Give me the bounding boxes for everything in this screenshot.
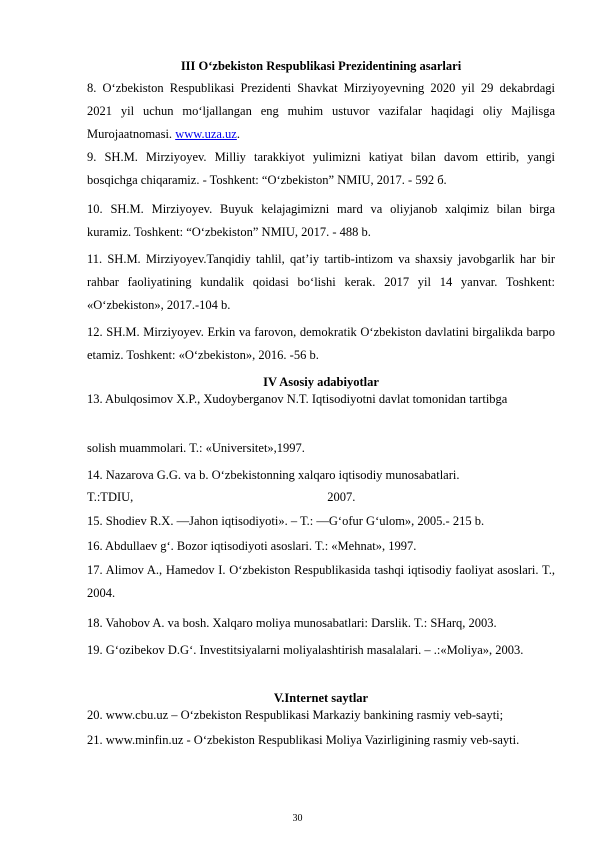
reference-item-15: 15. Shodiev R.X. ―Jahon iqtisodiyoti». – T.: ―G‘ofur G‘ulom», 2005.- 215 b. xyxy=(87,514,485,528)
reference-item-8-text: 8. O‘zbekiston Respublikasi Prezidenti Shavkat Mirziyoyevning 2020 yil 29 dekabrdagi 2021 yil uchun mo‘ljallangan eng muhim ustuvor vazifalar haqidagi oliy Majlisga Murojaatnomasi. xyxy=(87,81,555,141)
reference-item-10: 10. SH.M. Mirziyoyev. Buyuk kelajagimizni mard va oliyjanob xalqimiz bilan birga kuramiz. Toshkent: “O‘zbekiston” NMIU, 2017. - 488 b. xyxy=(87,202,555,239)
section-heading-internet-sites: V.Internet saytlar xyxy=(273,691,369,705)
section-heading-main-literature: IV Asosiy adabiyotlar xyxy=(263,375,379,389)
reference-item-9: 9. SH.M. Mirziyoyev. Milliy tarakkiyot yulimizni katiyat bilan davom ettirib, yangi bosqichga chiqaramiz. - Toshkent: “O‘zbekiston” NMIU, 2017. - 592 б. xyxy=(87,150,555,187)
reference-item-20: 20. www.cbu.uz – O‘zbekiston Respublikasi Markaziy bankining rasmiy veb-sayti; xyxy=(87,708,504,722)
reference-item-11: 11. SH.M. Mirziyoyev.Tanqidiy tahlil, qat’iy tartib-intizom va shaxsiy javobgarlik har bir rahbar faoliyatining kundalik qoidasi bo‘lishi kerak. 2017 yil 14 yanvar. Toshkent: «O‘zbekiston», 2017.-104 b. xyxy=(87,252,555,312)
reference-item-12: 12. SH.M. Mirziyoyev. Erkin va farovon, demokratik O‘zbekiston davlatini birgalikda barpo etamiz. Toshkent: «O‘zbekiston», 2016. -56 b. xyxy=(87,325,555,362)
reference-item-8 xyxy=(87,77,555,146)
reference-item-21: 21. www.minfin.uz - O‘zbekiston Respublikasi Moliya Vazirligining rasmiy veb-sayti. xyxy=(87,733,520,747)
reference-item-8-end: . xyxy=(236,127,240,141)
reference-item-16: 16. Abdullaev g‘. Bozor iqtisodiyoti asoslari. T.: «Mehnat», 1997. xyxy=(87,539,417,553)
reference-item-14-line1: 14. Nazarova G.G. va b. O‘zbekistonning xalqaro iqtisodiy munosabatlari. xyxy=(87,468,460,482)
reference-item-19: 19. G‘ozibekov D.G‘. Investitsiyalarni moliyalashtirish masalalari. – .:«Moliya», 2003. xyxy=(87,643,524,657)
reference-item-18: 18. Vahobov A. va bosh. Xalqaro moliya munosabatlari: Darslik. T.: SHarq, 2003. xyxy=(87,616,497,630)
reference-item-14-publisher: T.:TDIU, xyxy=(87,490,134,504)
reference-item-13-line1: 13. Abulqosimov X.P., Xudoyberganov N.T. Iqtisodiyotni davlat tomonidan tartibga xyxy=(87,392,508,406)
reference-item-14-line2 xyxy=(87,486,555,509)
page-number: 30 xyxy=(292,813,303,824)
section-heading-presidential-works: III O‘zbekiston Respublikasi Prezidentining asarlari xyxy=(180,59,462,73)
reference-item-17: 17. Alimov A., Hamedov I. O‘zbekiston Respublikasida tashqi iqtisodiy faoliyat asoslari. T., 2004. xyxy=(87,563,555,600)
reference-item-14-year: 2007. xyxy=(327,490,356,504)
uza-link[interactable]: www.uza.uz xyxy=(175,127,237,141)
reference-item-13-line2: solish muammolari. T.: «Universitet»,1997. xyxy=(87,441,305,455)
